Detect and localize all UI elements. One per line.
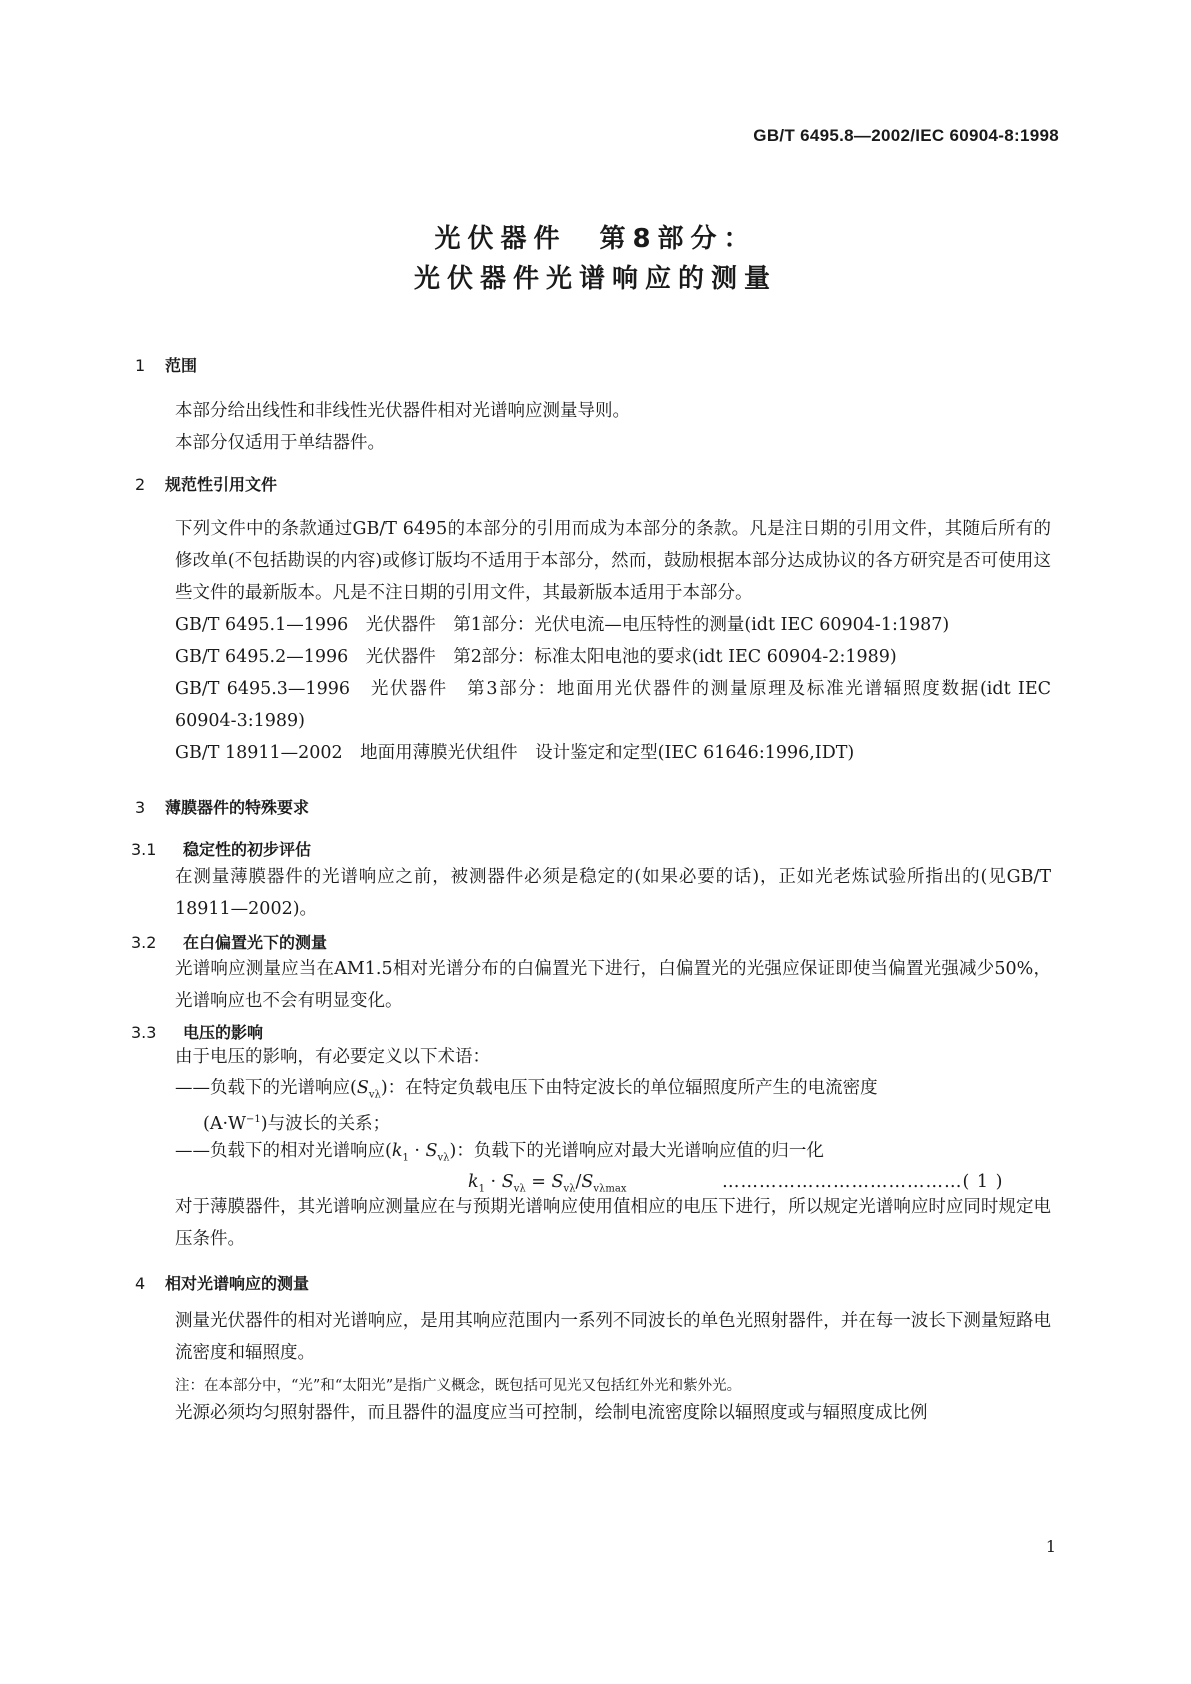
unit-text: (A·W [203, 1113, 247, 1134]
paragraph: 对于薄膜器件，其光谱响应测量应在与预期光谱响应使用值相应的电压下进行，所以规定光谱响应时应同时规定电压条件。 [175, 1197, 1051, 1249]
symbol: S [581, 1172, 594, 1192]
note: 注：在本部分中，“光”和“太阳光”是指广义概念，既包括可见光又包括红外光和紫外光。 [175, 1378, 742, 1394]
operator: / [575, 1172, 582, 1192]
paragraph: 光谱响应测量应当在AM1.5相对光谱分布的白偏置光下进行，白偏置光的光强应保证即使当偏置光强减少50%，光谱响应也不会有明显变化。 [175, 959, 1051, 1011]
section-4-heading [135, 1271, 309, 1294]
definition-text: )：在特定负载电压下由特定波长的单位辐照度所产生的电流密度 [380, 1078, 878, 1098]
paragraph: 本部分仅适用于单结器件。 [175, 433, 385, 453]
terms-intro: 由于电压的影响，有必要定义以下术语： [175, 1047, 490, 1067]
symbol: S [356, 1078, 369, 1098]
definition-text: ——负载下的光谱响应( [175, 1078, 357, 1098]
subscript: vλmax [593, 1183, 627, 1195]
symbol: k [391, 1141, 403, 1161]
section-1-heading [135, 353, 197, 376]
section-title: 规范性引用文件 [165, 475, 278, 494]
standard-code: GB/T 6495.8—2002/IEC 60904-8:1998 [753, 126, 1059, 145]
subsection-3-2-heading [131, 930, 327, 953]
subsection-number: 3.2 [131, 933, 157, 952]
section-title: 相对光谱响应的测量 [165, 1274, 310, 1293]
definition-text: )：负载下的光谱响应对最大光谱响应值的归一化 [449, 1141, 824, 1161]
symbol: k [468, 1172, 479, 1192]
section-3-heading [135, 795, 309, 818]
operator: · [484, 1172, 502, 1192]
subsection-title: 在白偏置光下的测量 [183, 933, 328, 952]
title-line-1: 光伏器件 第8部分： [434, 224, 757, 254]
subsection-3-3-body [116, 1191, 1051, 1255]
symbol: S [551, 1172, 564, 1192]
subscript: 1 [402, 1152, 409, 1164]
subscript: vλ [368, 1089, 381, 1101]
section-1-body [116, 395, 1051, 459]
section-2-heading [135, 472, 277, 495]
subscript: 1 [478, 1183, 485, 1195]
reference-item: GB/T 6495.3—1996 光伏器件 第3部分：地面用光伏器件的测量原理及标准光谱辐照度数据(idt IEC 60904-3:1989) [175, 679, 1051, 731]
paragraph: 测量光伏器件的相对光谱响应，是用其响应范围内一系列不同波长的单色光照射器件，并在每一波长下测量短路电流密度和辐照度。 [175, 1311, 1051, 1363]
subsection-3-1-heading [131, 837, 311, 860]
operator: = [525, 1172, 552, 1192]
operator: · [408, 1141, 426, 1161]
reference-item: GB/T 6495.2—1996 光伏器件 第2部分：标准太阳电池的要求(idt IEC 60904-2:1989) [175, 647, 897, 667]
definition-text: ——负载下的相对光谱响应( [175, 1141, 392, 1161]
subsection-3-1-body [116, 861, 1051, 925]
symbol: S [501, 1172, 514, 1192]
subscript: vλ [437, 1152, 450, 1164]
subsection-number: 3.3 [131, 1023, 157, 1042]
section-number: 3 [135, 798, 146, 817]
paragraph: 下列文件中的条款通过GB/T 6495的本部分的引用而成为本部分的条款。凡是注日期的引用文件，其随后所有的修改单(不包括勘误的内容)或修订版均不适用于本部分，然而，鼓励根据本部分达成协议的各方研究是否可使用这些文件的最新版本。凡是不注日期的引用文件，其最新版本适用于本部分。 [175, 519, 1051, 603]
paragraph: 本部分给出线性和非线性光伏器件相对光谱响应测量导则。 [175, 401, 630, 421]
subsection-title: 电压的影响 [183, 1023, 264, 1042]
section-number: 2 [135, 475, 146, 494]
symbol: S [425, 1141, 438, 1161]
subsection-number: 3.1 [131, 840, 157, 859]
title-line-2: 光伏器件光谱响应的测量 [413, 264, 777, 294]
subsection-3-2-body [116, 953, 1051, 1017]
section-title: 薄膜器件的特殊要求 [165, 798, 310, 817]
reference-item: GB/T 18911—2002 地面用薄膜光伏组件 设计鉴定和定型(IEC 61646:1996,IDT) [175, 743, 855, 763]
paragraph: 在测量薄膜器件的光谱响应之前，被测器件必须是稳定的(如果必要的话)，正如光老炼试验所指出的(见GB/T 18911—2002)。 [175, 867, 1051, 919]
paragraph-cut: 光源必须均匀照射器件，而且器件的温度应当可控制，绘制电流密度除以辐照度或与辐照度成比例 [175, 1403, 928, 1423]
section-number: 4 [135, 1274, 146, 1293]
section-4-body [116, 1305, 1051, 1369]
equation-number: …………………………………( 1 ) [722, 1172, 1004, 1192]
subscript: vλ [563, 1183, 576, 1195]
reference-item: GB/T 6495.1—1996 光伏器件 第1部分：光伏电流—电压特性的测量(idt IEC 60904-1:1987) [175, 615, 950, 635]
page-number: 1 [1045, 1537, 1056, 1556]
definition-text: )与波长的关系； [260, 1113, 391, 1134]
subsection-3-3-heading [131, 1020, 263, 1043]
subsection-title: 稳定性的初步评估 [183, 840, 312, 859]
section-number: 1 [135, 356, 146, 375]
section-2-body [116, 513, 1051, 769]
superscript: −1 [246, 1114, 261, 1125]
subscript: vλ [513, 1183, 526, 1195]
section-title: 范围 [165, 356, 198, 375]
